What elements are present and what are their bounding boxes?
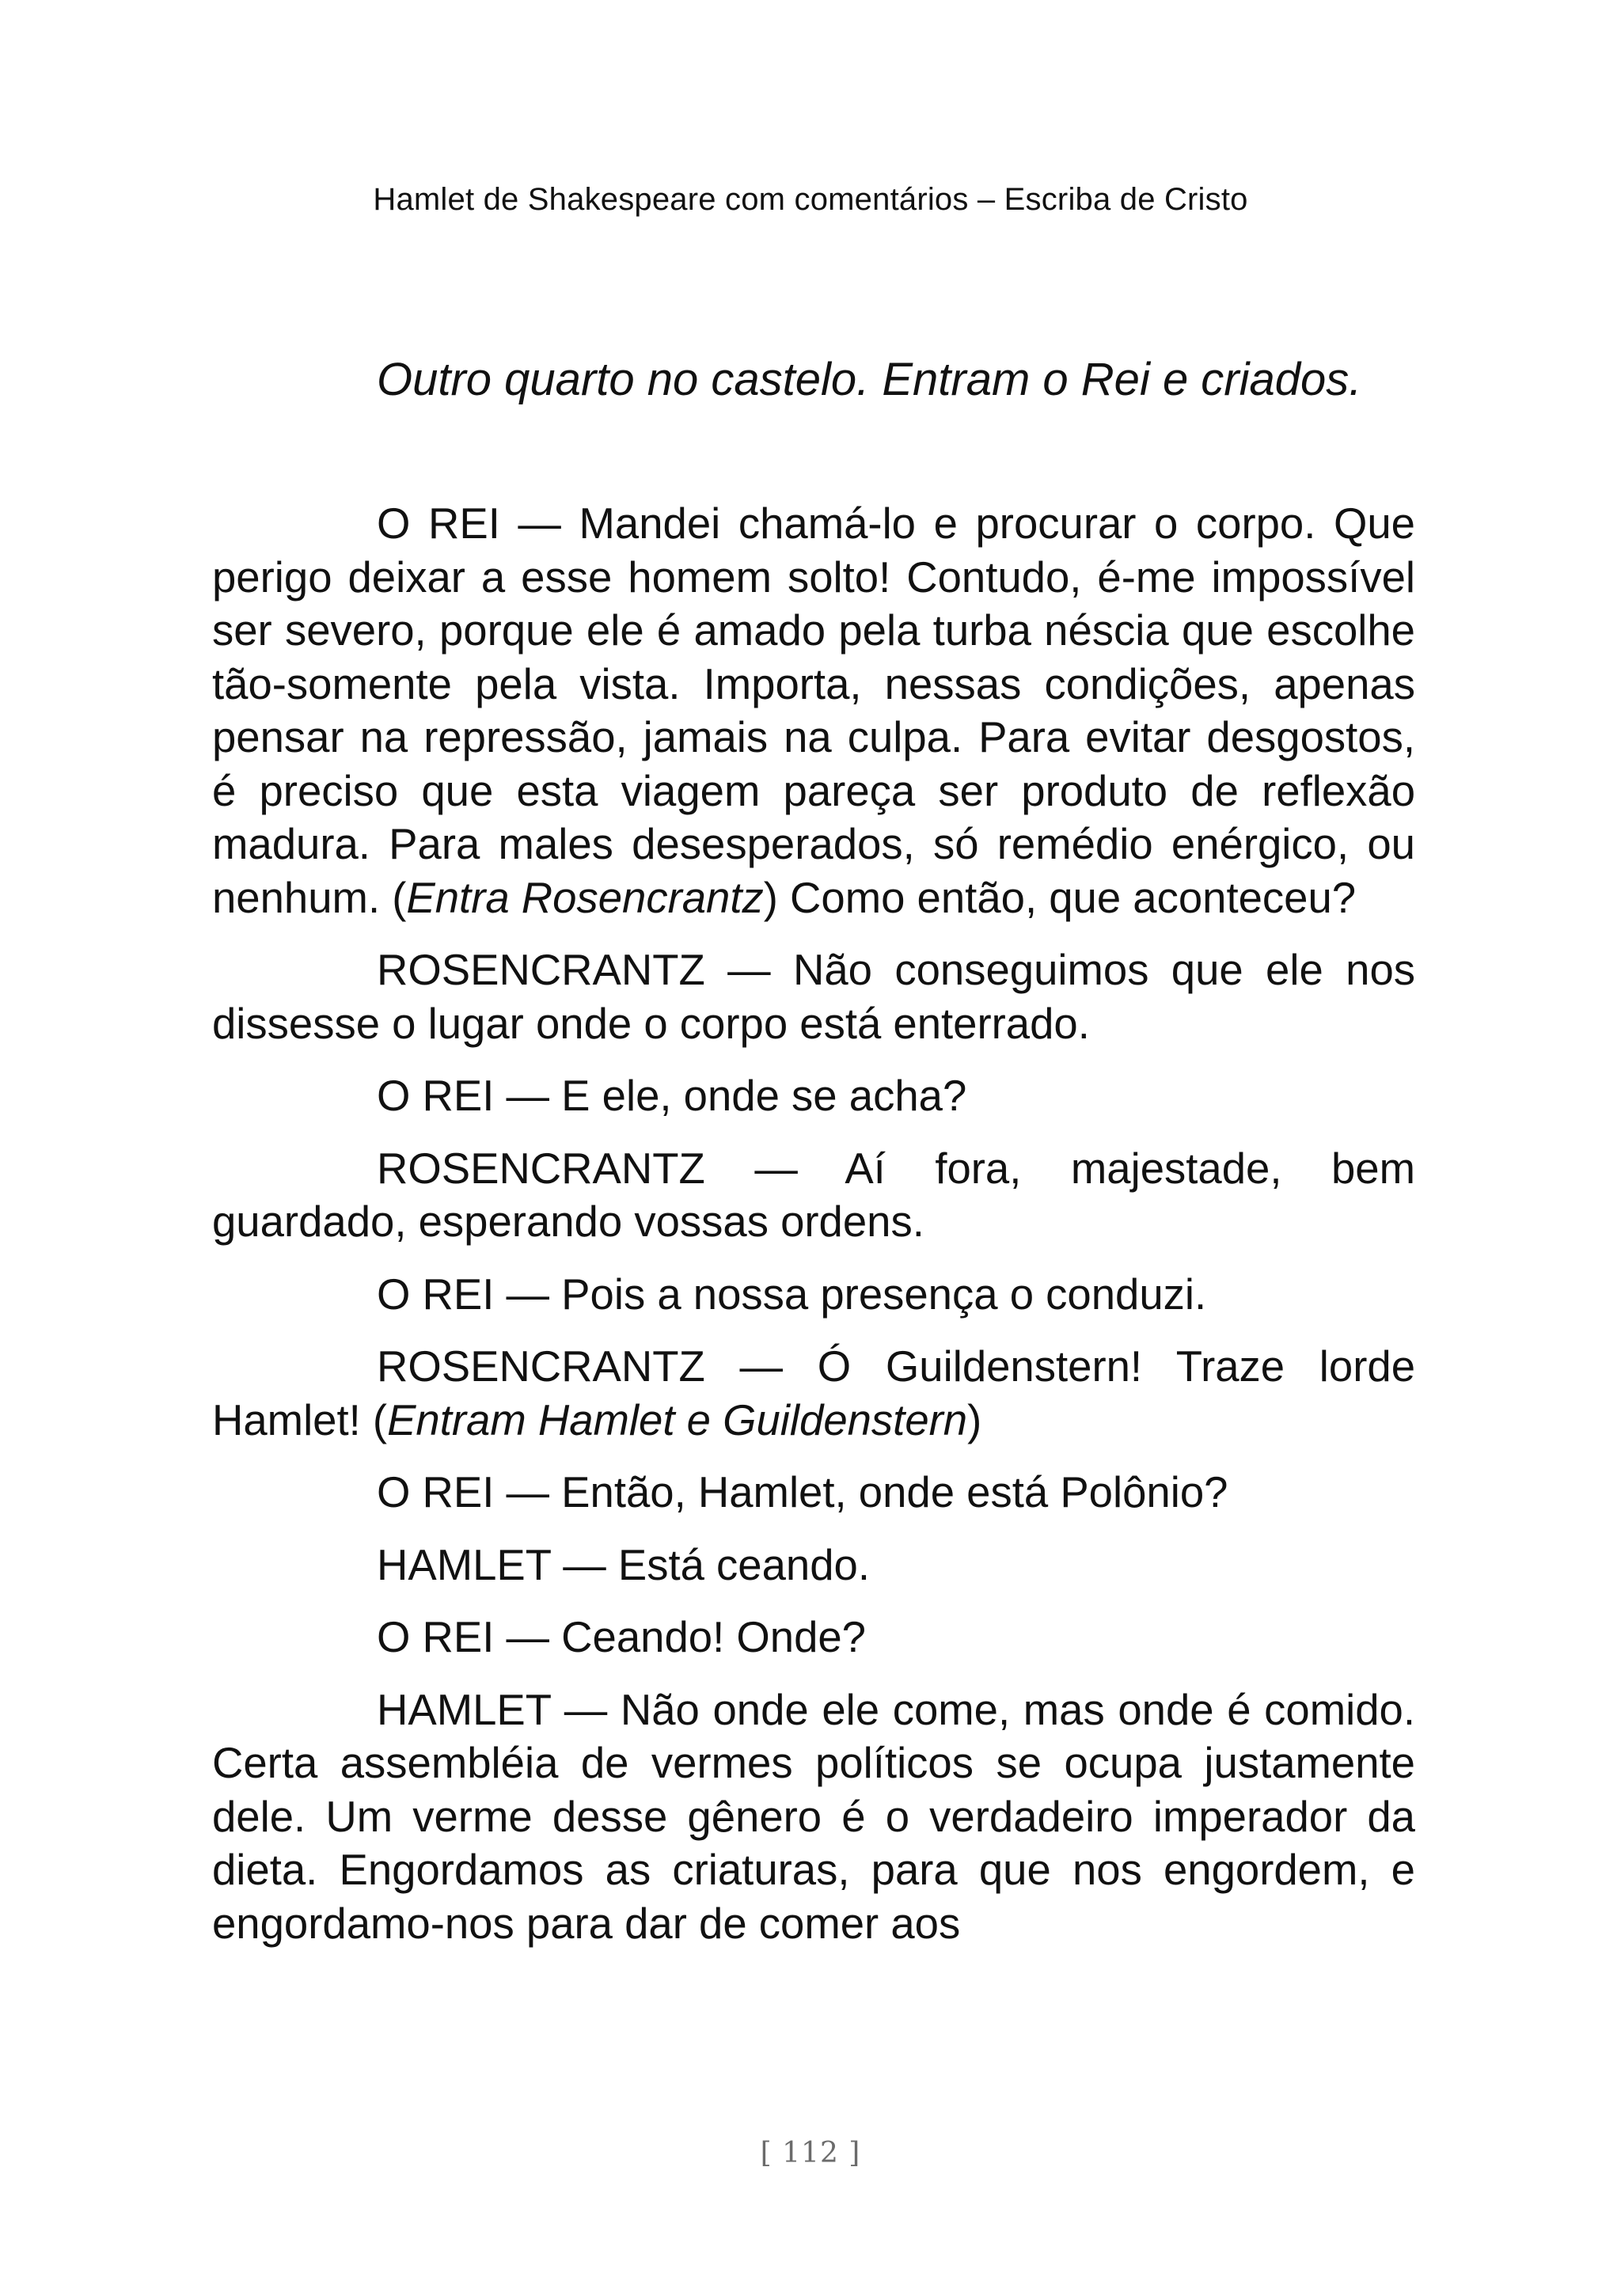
dialogue-body [212,497,1415,1969]
stage-direction: Outro quarto no castelo. Entram o Rei e criados. [377,354,1362,405]
dialogue-paragraph: O REI — Então, Hamlet, onde está Polônio? [377,1468,1228,1516]
dialogue-paragraph: HAMLET — Está ceando. [377,1540,870,1589]
dialogue-paragraph: O REI — E ele, onde se acha? [377,1072,967,1120]
page-number: [ 112 ] [760,2137,861,2169]
running-header: Hamlet de Shakespeare com comentários – Escriba de Cristo [373,182,1248,217]
dialogue-paragraph: ROSENCRANTZ — Não conseguimos que ele nos dissesse o lugar onde o corpo está enterrado. [212,946,1415,1048]
dialogue-paragraph: HAMLET — Não onde ele come, mas onde é comido. Certa assembléia de vermes políticos se ocupa justamente dele. Um verme desse gênero é o verdadeiro imperador da dieta. Engordamos as criaturas, para que nos engordem, e engordamo-nos para dar de comer aos [212,1685,1415,1948]
dialogue-paragraph: ROSENCRANTZ — Ó Guildenstern! Traze lorde Hamlet! (Entram Hamlet e Guildenstern) [212,1342,1415,1444]
inline-stage-direction: Entram Hamlet e Guildenstern [387,1395,968,1444]
dialogue-paragraph: O REI — Pois a nossa presença o conduzi. [377,1269,1207,1319]
dialogue-paragraph: ROSENCRANTZ — Aí fora, majestade, bem guardado, esperando vossas ordens. [212,1144,1415,1246]
dialogue-paragraph: O REI — Mandei chamá-lo e procurar o corpo. Que perigo deixar a esse homem solto! Contudo, é-me impossível ser severo, porque ele é amado pela turba néscia que escolhe tão-somente pela vista. Importa, nessas condições, apenas pensar na repressão, jamais na culpa. Para evitar desgostos, é preciso que esta viagem pareça ser produto de reflexão madura. Para males desesperados, só remédio enérgico, ou nenhum. (Entra Rosencrantz) Como então, que aconteceu? [212,499,1415,922]
inline-stage-direction: Entra Rosencrantz [406,873,764,922]
dialogue-paragraph: O REI — Ceando! Onde? [377,1613,866,1661]
